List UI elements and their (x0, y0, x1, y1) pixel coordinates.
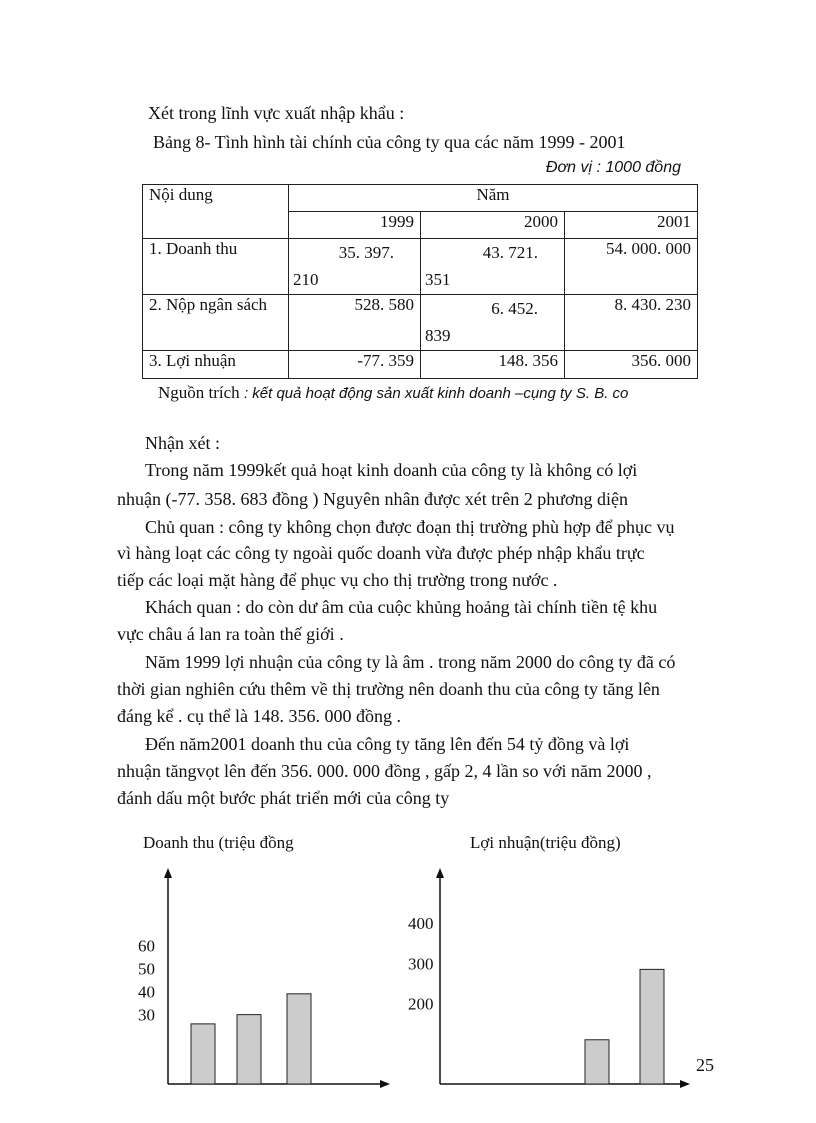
source-text: : kết quả hoạt động sản xuất kinh doanh –cụng ty S. B. co (243, 385, 629, 402)
chart-revenue (138, 868, 390, 1088)
year-2000: 2000 (421, 212, 565, 239)
y-tick-label: 30 (138, 1005, 155, 1025)
x-axis-arrow-icon (380, 1080, 390, 1088)
row-label: 3. Lợi nhuận (143, 351, 289, 379)
row-label: 2. Nộp ngân sách (143, 295, 289, 351)
paragraph-line: vực châu á lan ra toàn thế giới . (117, 624, 344, 644)
remarks-heading: Nhận xét : (145, 433, 220, 453)
year-2001: 2001 (565, 212, 698, 239)
page-number: 25 (696, 1055, 714, 1075)
paragraph-line: Đến năm2001 doanh thu của công ty tăng lên đến 54 tỷ đồng và lợi (145, 734, 630, 754)
cell-value: 6. 452. 839 (421, 295, 565, 351)
cell-value: 54. 000. 000 (565, 239, 698, 295)
paragraph-line: nhuận tăngvọt lên đến 356. 000. 000 đồng , gấp 2, 4 lần so với năm 2000 , (117, 761, 652, 781)
y-tick-label: 40 (138, 982, 155, 1002)
y-tick-label: 60 (138, 936, 155, 956)
cell-value: 35. 397. 210 (289, 239, 421, 295)
chart-title-profit: Lợi nhuận(triệu đồng) (470, 833, 621, 852)
paragraph-line: Khách quan : do còn dư âm của cuộc khủng hoảng tài chính tiền tệ khu (145, 597, 658, 617)
paragraph-line: thời gian nghiên cứu thêm về thị trường nên doanh thu của công ty tăng lên (117, 679, 660, 699)
y-tick-label: 50 (138, 959, 155, 979)
bar (237, 1015, 261, 1084)
section-intro: Xét trong lĩnh vực xuất nhập khẩu : (148, 103, 405, 123)
paragraph-line: Năm 1999 lợi nhuận của công ty là âm . trong năm 2000 do công ty đã có (145, 652, 676, 672)
bar (287, 994, 311, 1084)
paragraph-line: nhuận (-77. 358. 683 đồng ) Nguyên nhân được xét trên 2 phương diện (117, 489, 628, 509)
cell-value: 43. 721. 351 (421, 239, 565, 295)
header-content: Nội dung (143, 185, 289, 239)
bar (640, 969, 664, 1084)
cell-value: 356. 000 (565, 351, 698, 379)
paragraph-line: tiếp các loại mặt hàng để phục vụ cho thị trường trong nước . (117, 570, 558, 590)
y-tick-label: 200 (408, 994, 434, 1014)
cell-value: -77. 359 (289, 351, 421, 379)
y-axis-arrow-icon (164, 868, 172, 878)
paragraph-line: Trong năm 1999kết quả hoạt kinh doanh của công ty là không có lợi (145, 460, 638, 480)
paragraph-line: đánh dấu một bước phát triển mới của công ty (117, 788, 450, 808)
bar (585, 1040, 609, 1084)
cell-value: 528. 580 (289, 295, 421, 351)
cell-value: 8. 430. 230 (565, 295, 698, 351)
table-caption: Bảng 8- Tình hình tài chính của công ty qua các năm 1999 - 2001 (153, 132, 626, 152)
chart-profit (408, 868, 690, 1088)
row-label: 1. Doanh thu (143, 239, 289, 295)
bar (191, 1024, 215, 1084)
paragraph-line: đáng kể . cụ thể là 148. 356. 000 đồng . (117, 706, 401, 726)
source-label: Nguồn trích (158, 383, 240, 402)
y-axis-arrow-icon (436, 868, 444, 878)
y-tick-label: 400 (408, 914, 434, 934)
cell-value: 148. 356 (421, 351, 565, 379)
x-axis-arrow-icon (680, 1080, 690, 1088)
y-tick-label: 300 (408, 954, 434, 974)
paragraph-line: Chủ quan : công ty không chọn được đoạn thị trường phù hợp để phục vụ (145, 517, 675, 537)
header-year: Năm (289, 185, 698, 212)
year-1999: 1999 (289, 212, 421, 239)
unit-note: Đơn vị : 1000 đồng (545, 159, 681, 176)
chart-title-revenue: Doanh thu (triệu đồng (143, 833, 294, 852)
paragraph-line: vì hàng loạt các công ty ngoài quốc doanh vừa được phép nhập khẩu trực (117, 543, 645, 563)
